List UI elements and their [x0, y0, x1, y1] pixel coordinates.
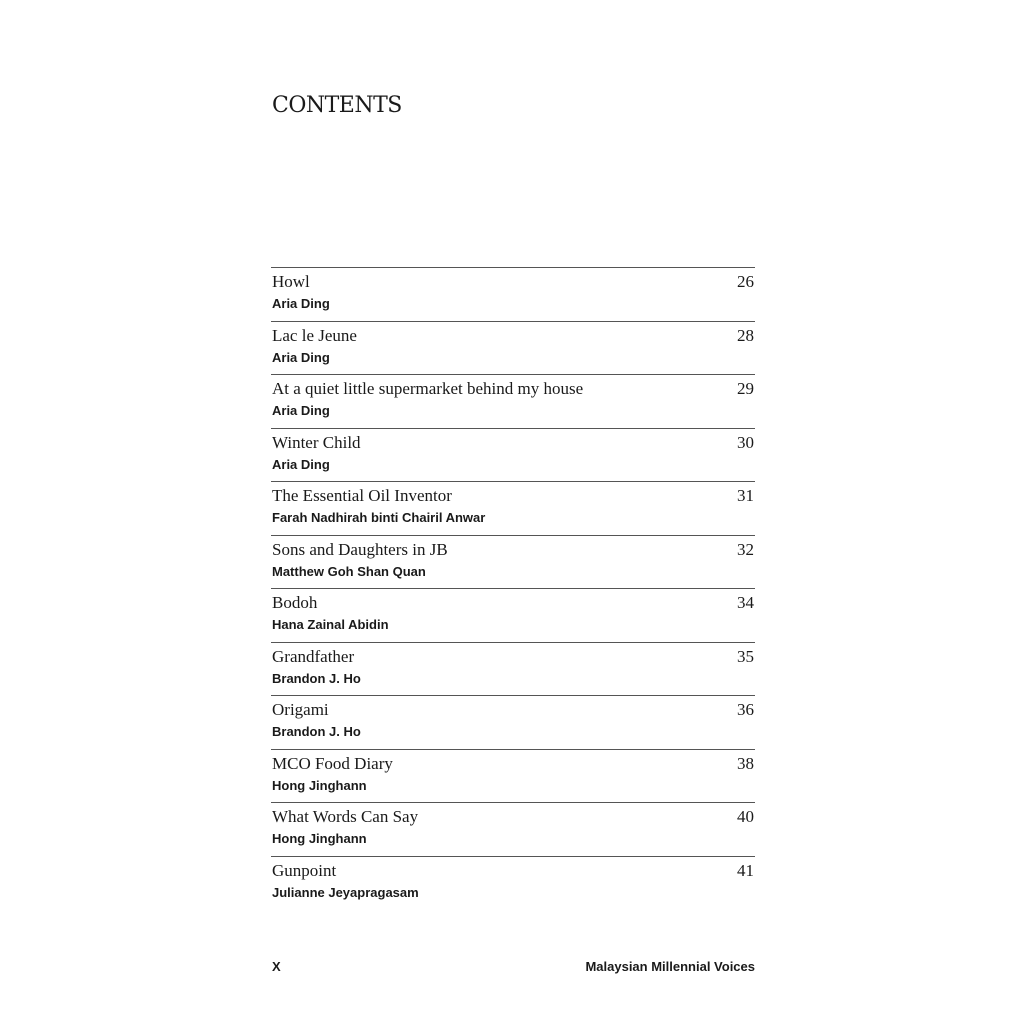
entry-title: Winter Child — [272, 432, 361, 452]
list-item — [271, 322, 755, 376]
entry-author: Julianne Jeyapragasam — [272, 884, 419, 900]
list-item — [271, 643, 755, 697]
list-item — [271, 482, 755, 536]
entry-title: What Words Can Say — [272, 807, 419, 826]
entry-title: At a quiet little supermarket behind my house — [272, 379, 584, 398]
footer-page-number: X — [272, 959, 281, 974]
entry-author: Matthew Goh Shan Quan — [272, 563, 426, 579]
entry-title: The Essential Oil Inventor — [272, 486, 452, 505]
entry-author: Aria Ding — [272, 403, 330, 418]
entry-page-number: 32 — [737, 539, 754, 559]
entry-title: Gunpoint — [272, 860, 337, 880]
entry-page-number: 34 — [737, 593, 754, 612]
list-item — [271, 429, 755, 483]
entry-author: Hana Zainal Abidin — [272, 617, 389, 632]
list-item — [271, 803, 755, 857]
footer-book-title: Malaysian Millennial Voices — [585, 959, 755, 974]
entry-page-number: 40 — [737, 807, 754, 826]
entry-author: Hong Jinghann — [272, 831, 367, 846]
contents-list — [271, 267, 755, 909]
list-item — [271, 857, 755, 910]
entry-page-number: 36 — [737, 700, 754, 719]
entry-author: Brandon J. Ho — [272, 670, 361, 686]
entry-title: Bodoh — [272, 593, 318, 612]
entry-author: Farah Nadhirah binti Chairil Anwar — [272, 510, 486, 525]
entry-author: Aria Ding — [272, 456, 330, 472]
entry-title: MCO Food Diary — [272, 753, 393, 773]
entry-page-number: 31 — [737, 486, 754, 505]
entry-page-number: 30 — [737, 432, 754, 452]
entry-page-number: 28 — [737, 325, 754, 345]
list-item — [271, 750, 755, 804]
entry-author: Aria Ding — [272, 349, 330, 365]
list-item — [271, 375, 755, 429]
entry-title: Grandfather — [272, 646, 355, 666]
list-item — [271, 536, 755, 590]
entry-author: Hong Jinghann — [272, 777, 367, 793]
entry-page-number: 29 — [737, 379, 754, 398]
entry-title: Origami — [272, 700, 329, 719]
entry-page-number: 35 — [737, 646, 754, 666]
entry-author: Aria Ding — [272, 296, 330, 311]
list-item — [271, 268, 755, 322]
entry-author: Brandon J. Ho — [272, 724, 361, 739]
entry-title: Lac le Jeune — [272, 325, 357, 345]
entry-page-number: 41 — [737, 860, 754, 880]
page-title: CONTENTS — [272, 93, 402, 118]
list-item — [271, 696, 755, 750]
entry-title: Howl — [272, 272, 310, 291]
entry-page-number: 38 — [737, 753, 754, 773]
entry-page-number: 26 — [737, 272, 754, 291]
list-item — [271, 589, 755, 643]
entry-title: Sons and Daughters in JB — [272, 539, 448, 559]
